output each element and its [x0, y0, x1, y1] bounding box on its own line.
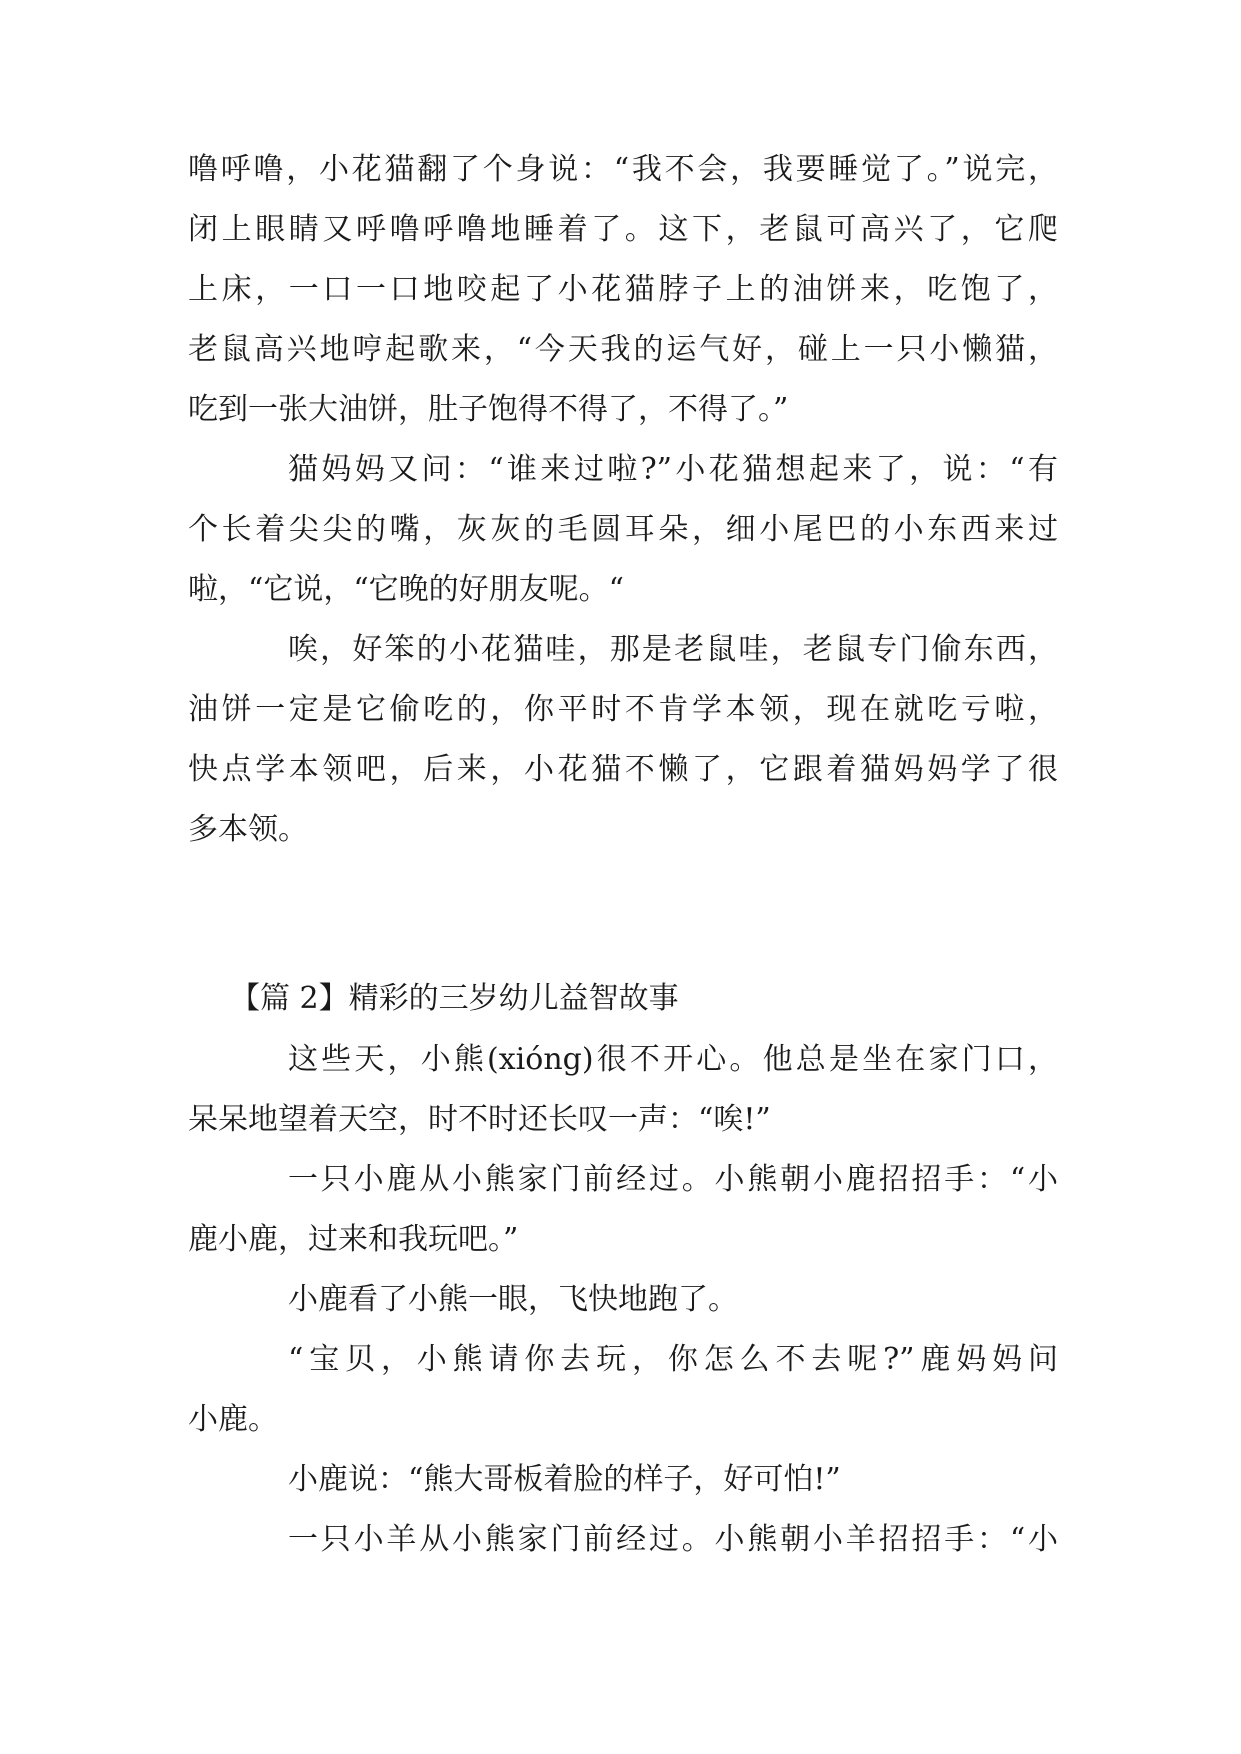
story2-p4-line2: 小鹿。 — [188, 1402, 278, 1437]
story1-p2-line1: 猫妈妈又问：“谁来过啦?”小花猫想起来了，说：“有 — [288, 452, 1058, 487]
story1-p1-line1: 噜呼噜，小花猫翻了个身说：“我不会，我要睡觉了。”说完， — [188, 152, 1058, 187]
story1-p2-line3: 啦，“它说，“它晚的好朋友呢。“ — [188, 572, 625, 607]
story1-p1-line3: 上床，一口一口地咬起了小花猫脖子上的油饼来，吃饱了， — [188, 272, 1058, 307]
story2-p2-line2: 鹿小鹿，过来和我玩吧。” — [188, 1222, 519, 1257]
story2-p1-line2: 呆呆地望着天空，时不时还长叹一声：“唉!” — [188, 1102, 771, 1137]
story1-p3-line2: 油饼一定是它偷吃的，你平时不肯学本领，现在就吃亏啦， — [188, 692, 1058, 727]
story1-p3-line1: 唉，好笨的小花猫哇，那是老鼠哇，老鼠专门偷东西， — [288, 632, 1058, 667]
story2-heading: 【篇 2】精彩的三岁幼儿益智故事 — [230, 981, 679, 1016]
story1-p2-line2: 个长着尖尖的嘴，灰灰的毛圆耳朵，细小尾巴的小东西来过 — [188, 512, 1058, 547]
story2-p3-line1: 小鹿看了小熊一眼，飞快地跑了。 — [288, 1282, 738, 1317]
story1-p3-line4: 多本领。 — [188, 812, 308, 847]
story2-p1-line1: 这些天，小熊(xióng)很不开心。他总是坐在家门口， — [288, 1042, 1058, 1077]
story2-p4-line1: “宝贝，小熊请你去玩，你怎么不去呢?”鹿妈妈问 — [288, 1342, 1058, 1377]
story1-p3-line3: 快点学本领吧，后来，小花猫不懒了，它跟着猫妈妈学了很 — [188, 752, 1058, 787]
story1-p1-line2: 闭上眼睛又呼噜呼噜地睡着了。这下，老鼠可高兴了，它爬 — [188, 212, 1058, 247]
story2-p5-line1: 小鹿说：“熊大哥板着脸的样子，好可怕!” — [288, 1462, 841, 1497]
story2-p6-line1: 一只小羊从小熊家门前经过。小熊朝小羊招招手：“小 — [288, 1522, 1058, 1557]
story1-p1-line4: 老鼠高兴地哼起歌来，“今天我的运气好，碰上一只小懒猫， — [188, 332, 1058, 367]
story2-p2-line1: 一只小鹿从小熊家门前经过。小熊朝小鹿招招手：“小 — [288, 1162, 1058, 1197]
story1-p1-line5: 吃到一张大油饼，肚子饱得不得了，不得了。” — [188, 392, 789, 427]
